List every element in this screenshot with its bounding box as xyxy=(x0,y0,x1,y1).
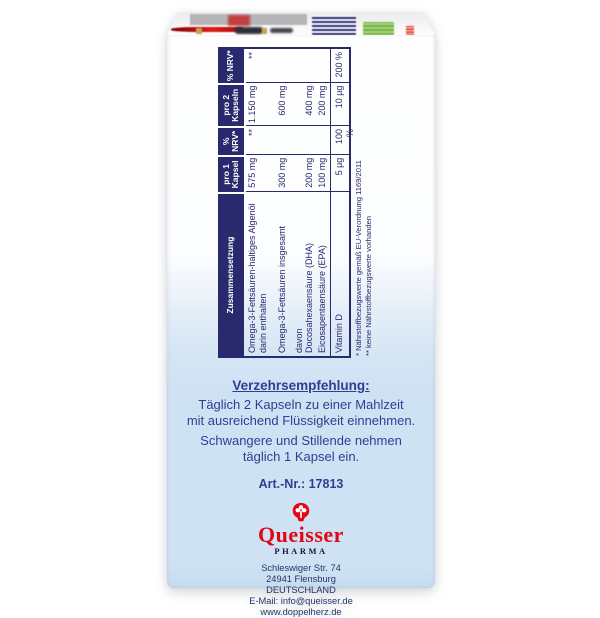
nrv-per-1 xyxy=(303,126,316,155)
composition-table xyxy=(218,47,355,358)
header-per-2-capsules: pro 2 Kapseln xyxy=(218,83,244,126)
flap-capsule-print-blur xyxy=(235,27,263,34)
nrv-per-1 xyxy=(316,126,330,155)
flap-barcode-blur xyxy=(312,16,356,35)
flap-logo-print-blur xyxy=(228,15,250,26)
article-number: Art.-Nr.: 17813 xyxy=(258,477,344,491)
nutrient-name: Omega-3-Fettsäuren-haltiges Algenöl darin enthalten xyxy=(247,203,268,353)
manufacturer-address xyxy=(167,563,435,618)
nutrient-name: Omega-3-Fettsäuren insgesamt xyxy=(277,225,287,353)
nrv-per-2 xyxy=(316,49,330,83)
nutrient-name: Docosahexaensäure (DHA) xyxy=(304,242,314,353)
footnote-none: ** keine Nährstoffbezugswerte vorhanden xyxy=(364,215,373,356)
table-row xyxy=(276,49,293,356)
value-per-1: 200 mg xyxy=(303,155,316,193)
table-row xyxy=(246,49,276,356)
nutrition-table xyxy=(218,47,380,358)
address-email: E-Mail: info@queisser.de xyxy=(249,596,353,606)
flap-recycling-mark-blur xyxy=(363,22,394,35)
table-row xyxy=(316,49,330,356)
value-per-1: 100 mg xyxy=(316,155,330,193)
nrv-per-1: ** xyxy=(246,126,276,155)
nutrition-table-rotated xyxy=(218,47,380,358)
value-per-2: 400 mg xyxy=(303,83,316,126)
nrv-per-2 xyxy=(276,49,293,83)
table-footnotes xyxy=(354,47,374,358)
brand-division: PHARMA xyxy=(274,546,328,556)
header-nrv-2: % NRV* xyxy=(218,49,244,83)
flap-red-band-blur xyxy=(171,27,243,32)
address-website: www.doppelherz.de xyxy=(260,607,342,617)
value-per-1: 5 µg xyxy=(330,155,349,193)
flap-capsule-print-blur xyxy=(270,28,293,33)
queisser-clover-icon xyxy=(290,502,312,524)
footnote-nrv: * Nährstoffbezugswerte gemäß EU-Verordnung 1169/2011 xyxy=(354,160,363,356)
nutrient-name: davon xyxy=(294,328,304,353)
nrv-per-1: 100 % xyxy=(330,126,349,155)
value-per-1 xyxy=(293,155,303,193)
value-per-1: 575 mg xyxy=(246,155,276,193)
brand-name: Queisser xyxy=(258,522,344,547)
header-composition: Zusammensetzung xyxy=(218,192,244,356)
dosage-text: Täglich 2 Kapseln zu einer Mahlzeit mit ausreichend Flüssigkeit einnehmen. xyxy=(186,397,416,428)
nutrient-name: Eicosapentaensäure (EPA) xyxy=(317,245,327,353)
flap-print-detail xyxy=(262,28,267,34)
nrv-per-2 xyxy=(303,49,316,83)
value-per-2: 200 mg xyxy=(316,83,330,126)
box-back-panel xyxy=(167,35,435,617)
nutrient-name: Vitamin D xyxy=(330,192,349,356)
dosage-section xyxy=(167,378,435,464)
dosage-title: Verzehrsempfehlung: xyxy=(232,378,370,393)
package-box xyxy=(167,13,435,617)
value-per-2: 1.150 mg xyxy=(246,83,276,126)
value-per-2: 600 mg xyxy=(276,83,293,126)
nrv-per-1 xyxy=(293,126,303,155)
table-row xyxy=(303,49,316,356)
table-row-vitamin-d xyxy=(330,49,355,356)
panel-lower-text xyxy=(167,378,435,618)
value-per-2 xyxy=(293,83,303,126)
value-per-2: 10 µg xyxy=(330,83,349,126)
flap-print-detail xyxy=(196,28,202,34)
box-top-flap xyxy=(167,13,435,35)
address-city: 24941 Flensburg xyxy=(266,574,336,584)
address-street: Schleswiger Str. 74 xyxy=(261,563,341,573)
nrv-per-2: 200 % xyxy=(330,49,349,83)
table-row xyxy=(293,49,303,356)
address-country: DEUTSCHLAND xyxy=(266,585,336,595)
nrv-per-1 xyxy=(276,126,293,155)
brand-logo xyxy=(167,502,435,556)
flap-print-code-blur xyxy=(406,26,414,35)
nrv-per-2 xyxy=(293,49,303,83)
dosage-text-pregnancy: Schwangere und Stillende nehmen täglich 1 Kapsel ein. xyxy=(200,433,402,464)
header-nrv-1: % NRV* xyxy=(218,126,244,155)
header-per-1-capsule: pro 1 Kapsel xyxy=(218,155,244,193)
table-header-row xyxy=(218,49,244,356)
value-per-1: 300 mg xyxy=(276,155,293,193)
nrv-per-2: ** xyxy=(246,49,276,83)
